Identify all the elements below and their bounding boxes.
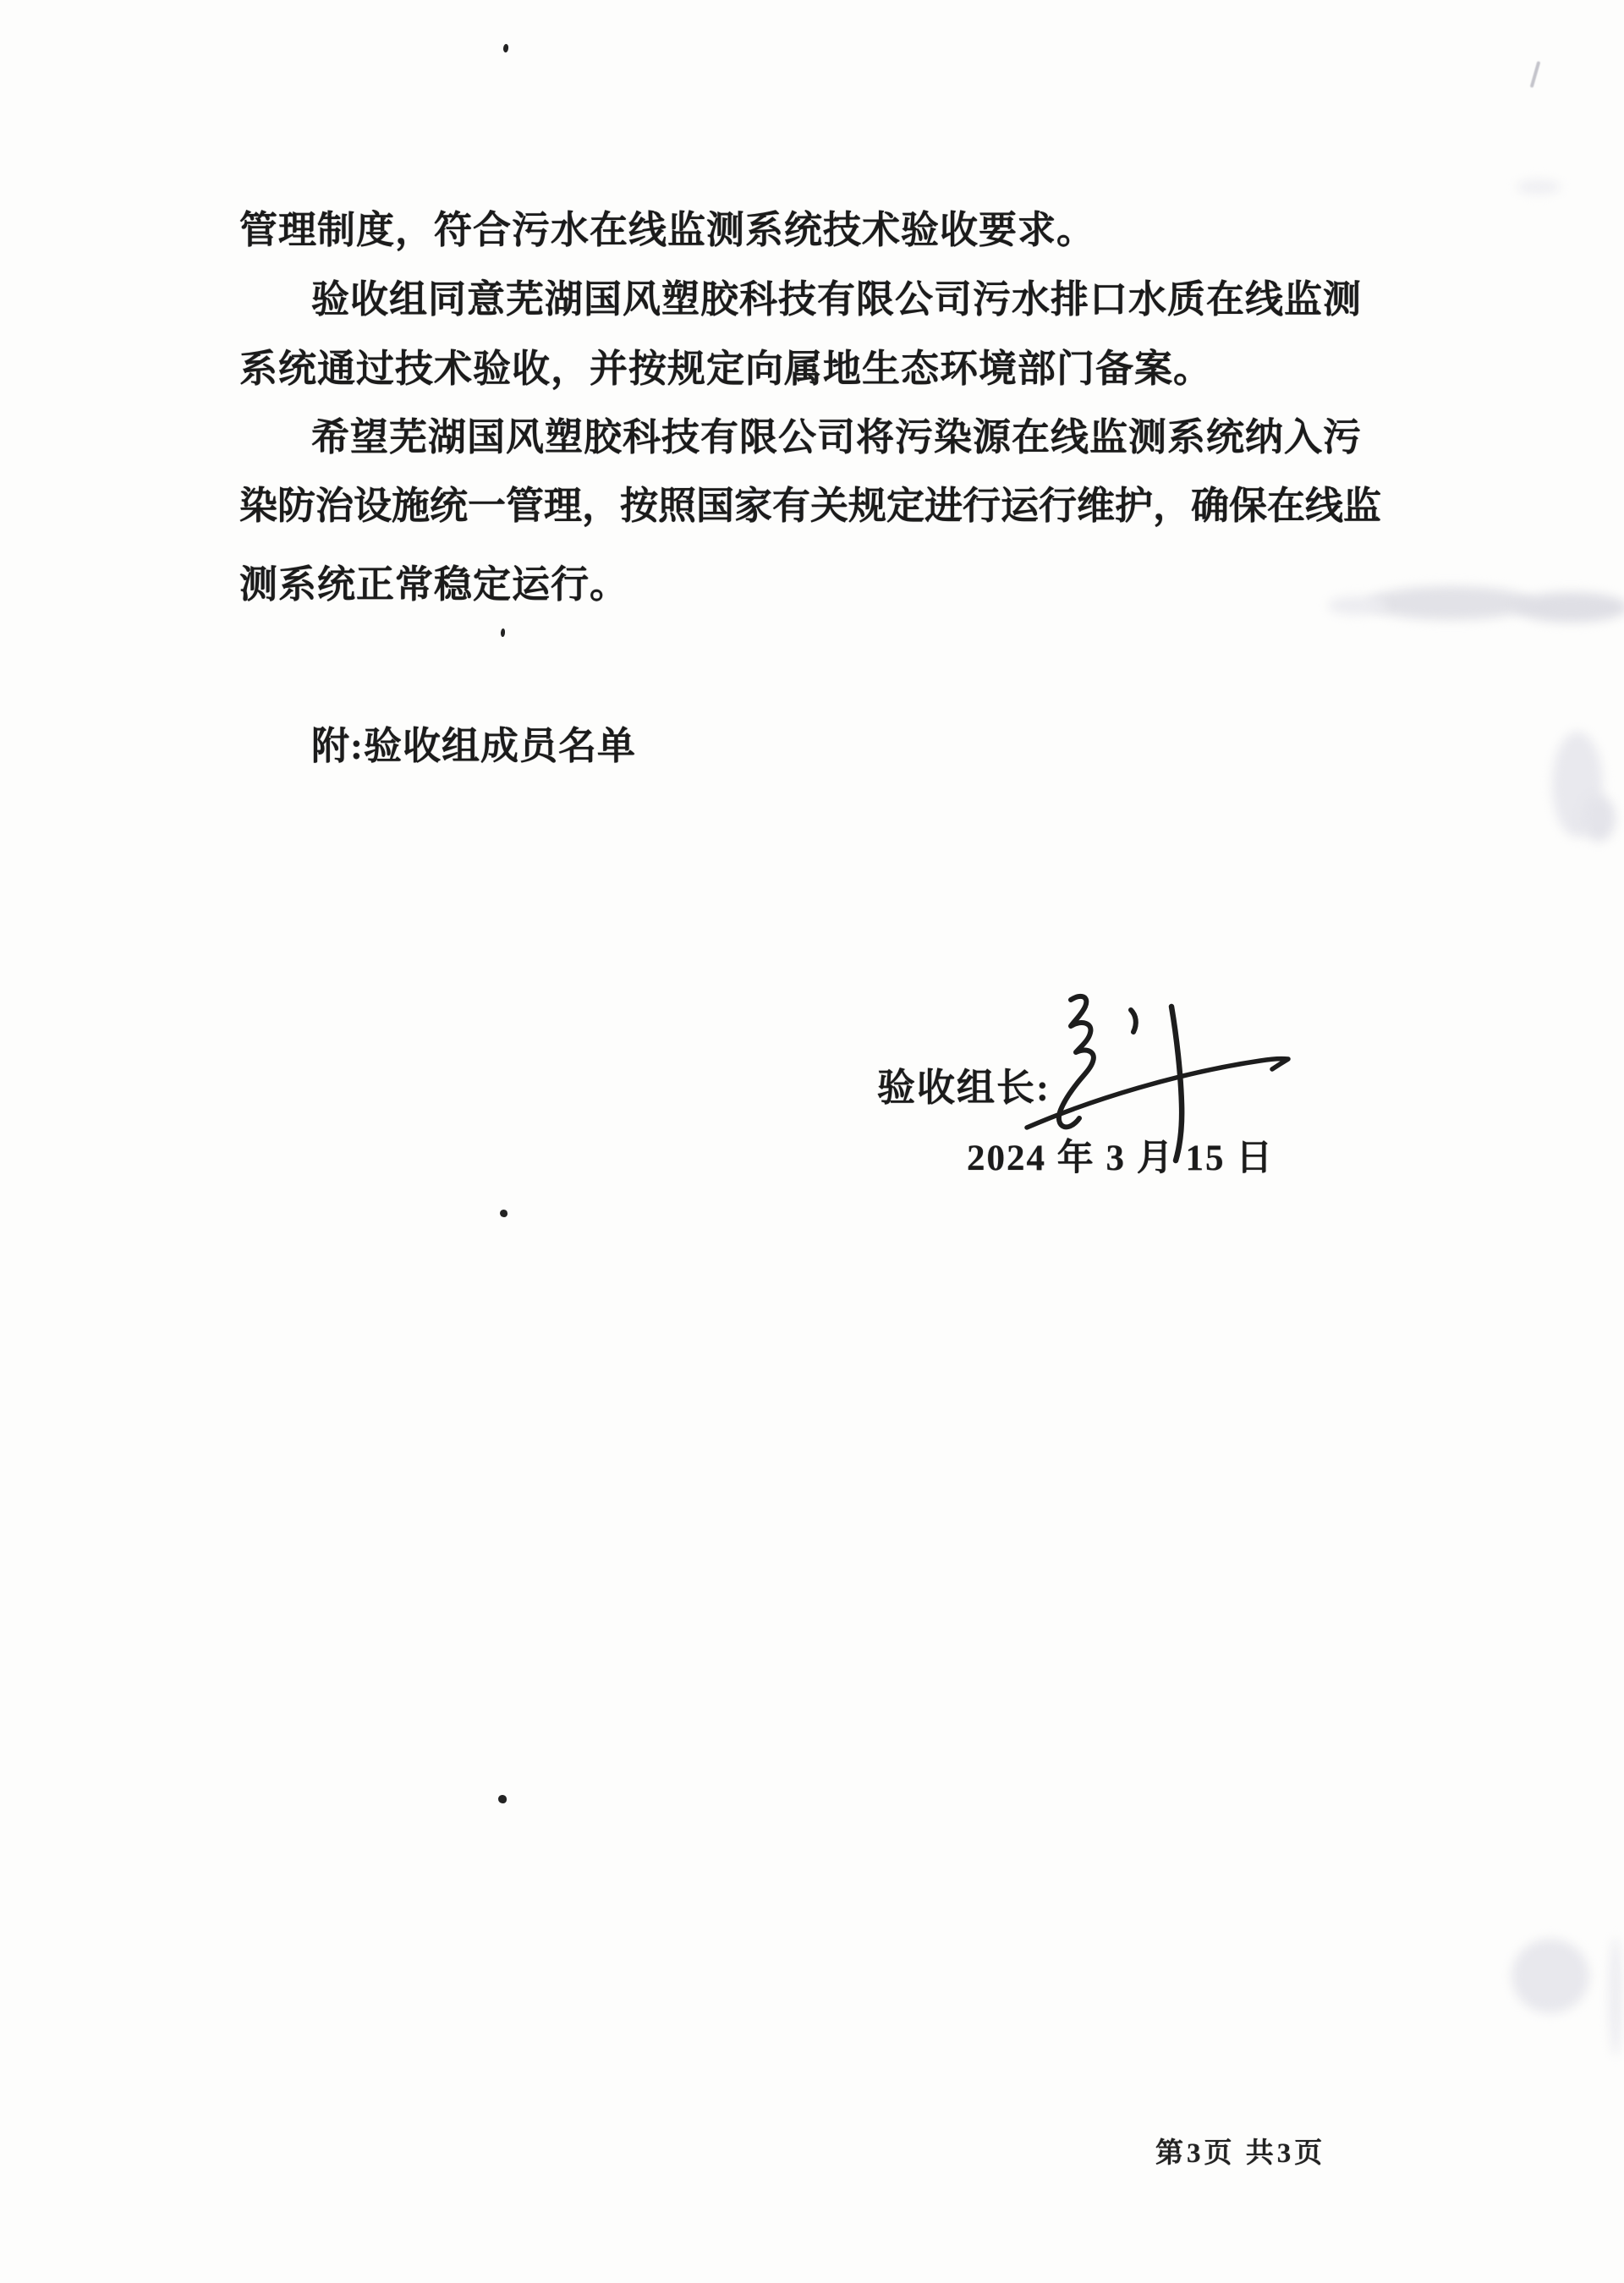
body-line: 染防治设施统一管理，按照国家有关规定进行运行维护，确保在线监 [239,485,1382,527]
scan-artifact-smudge [1517,180,1561,194]
body-line: 管理制度，符合污水在线监测系统技术验收要求。 [239,209,1096,251]
signature-date: 2024 年 3 月 15 日 [967,1139,1275,1178]
scan-artifact-smudge [1610,1937,1621,2055]
signature-label: 验收组长: [877,1067,1051,1109]
page-footer: 第3页 共3页 [1155,2138,1326,2169]
scan-artifact-dot [502,44,508,53]
scan-artifact-smudge [1514,592,1624,623]
scan-artifact-smudge [1366,586,1535,620]
body-line: 希望芜湖国风塑胶科技有限公司将污染源在线监测系统纳入污 [311,416,1363,458]
scan-artifact-smudge [1328,596,1387,615]
scan-artifact-smudge [1512,1939,1589,2013]
scan-artifact-dot [498,1795,507,1803]
attachment-note: 附:验收组成员名单 [311,725,636,767]
body-line: 验收组同意芜湖国风塑胶科技有限公司污水排口水质在线监测 [311,278,1363,321]
body-line: 系统通过技术验收，并按规定向属地生态环境部门备案。 [239,348,1213,390]
scan-artifact-smudge [1582,795,1616,842]
scan-artifact-slash [1530,61,1541,88]
scan-artifact-dot [500,628,505,637]
body-line: 测系统正常稳定运行。 [239,563,629,606]
scan-artifact-dot [500,1210,508,1217]
